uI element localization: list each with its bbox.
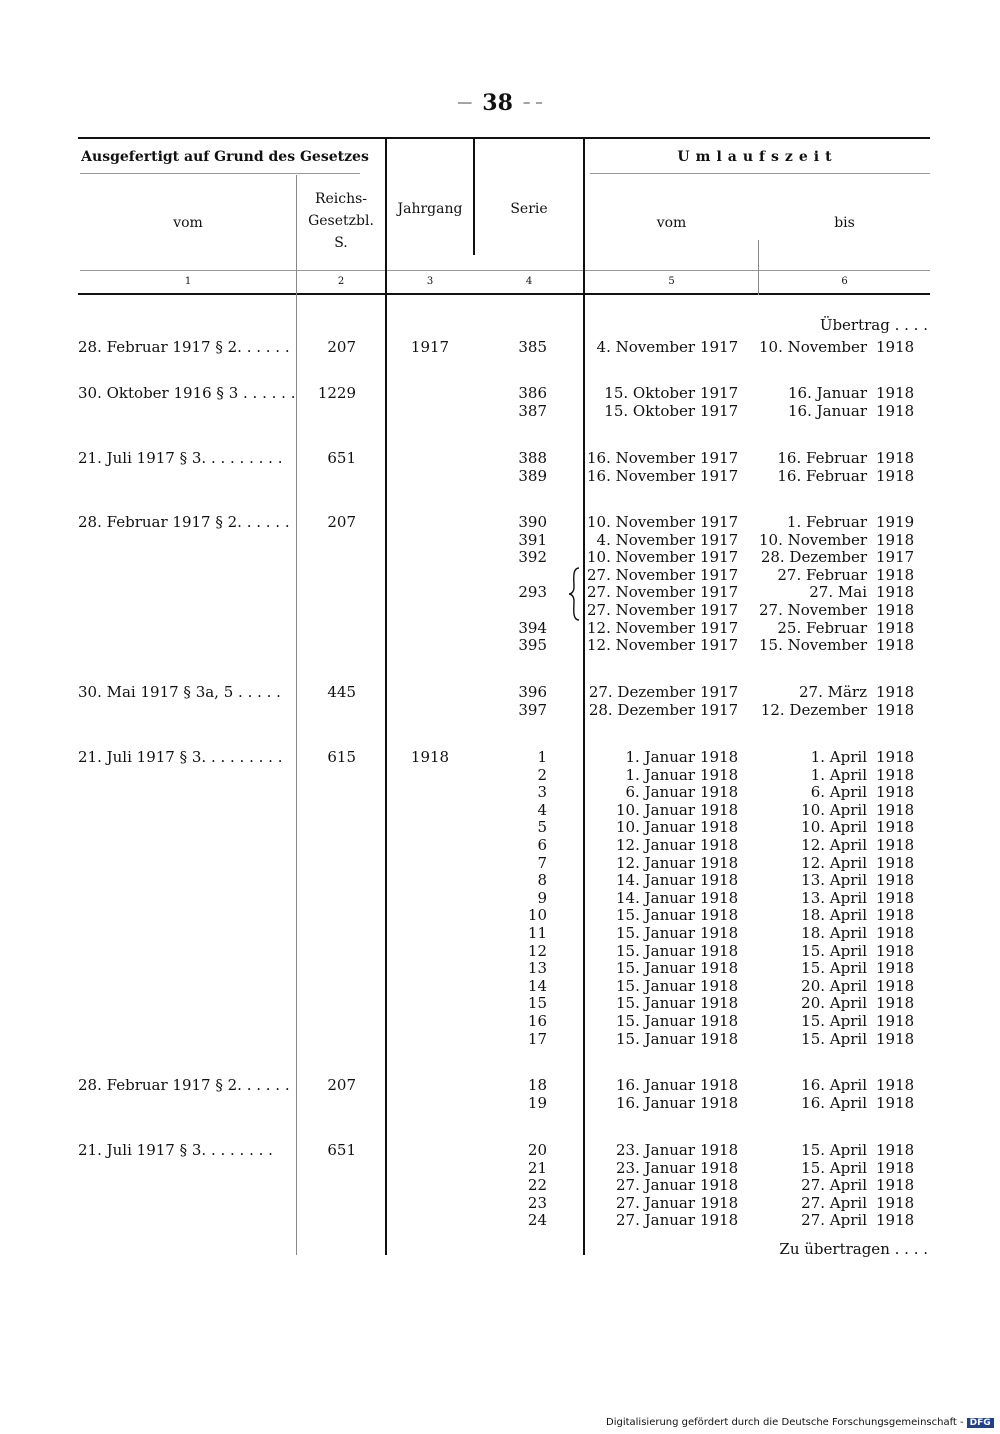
serie-number: 12 xyxy=(527,942,547,960)
rgbl-page: 207 xyxy=(327,1076,356,1094)
umlauf-bis-year: 1918 xyxy=(876,889,915,907)
umlauf-vom-year: 1918 xyxy=(700,906,739,924)
umlauf-bis-date: 16. April xyxy=(801,1094,867,1112)
umlauf-vom-date: 1. Januar xyxy=(625,748,695,766)
umlauf-bis-date: 12. April xyxy=(801,836,867,854)
umlauf-vom-date: 6. Januar xyxy=(625,783,695,801)
umlauf-vom-date: 15. Januar xyxy=(615,906,695,924)
serie-number: 21 xyxy=(527,1159,547,1177)
umlauf-vom-date: 15. Januar xyxy=(615,1012,695,1030)
umlauf-bis-date: 18. April xyxy=(801,906,867,924)
carry-in: Übertrag . . . . xyxy=(819,316,928,334)
dfg-logo: DFG xyxy=(967,1418,994,1428)
umlauf-bis-date: 12. Dezember xyxy=(760,701,867,719)
umlauf-bis-date: 27. März xyxy=(799,683,867,701)
rgbl-page: 1229 xyxy=(317,384,356,402)
umlauf-bis-year: 1918 xyxy=(876,467,915,485)
header-umlauf-bis: bis xyxy=(834,215,855,231)
serie-brace xyxy=(568,567,582,621)
serie-number: 17 xyxy=(527,1030,547,1048)
umlauf-vom-date: 28. Dezember xyxy=(588,701,695,719)
serie-number: 386 xyxy=(518,384,547,402)
umlauf-bis-date: 27. April xyxy=(801,1211,867,1229)
umlauf-bis-year: 1918 xyxy=(876,854,915,872)
umlauf-vom-date: 27. November xyxy=(586,601,695,619)
umlauf-bis-year: 1918 xyxy=(876,801,915,819)
umlauf-bis-year: 1918 xyxy=(876,1211,915,1229)
umlauf-vom-date: 27. November xyxy=(586,583,695,601)
serie-number: 388 xyxy=(518,449,547,467)
footer-credit xyxy=(606,1417,994,1428)
umlauf-bis-date: 27. Mai xyxy=(809,583,867,601)
serie-number: 394 xyxy=(518,619,547,637)
umlauf-bis-year: 1919 xyxy=(876,513,915,531)
umlauf-vom-date: 12. Januar xyxy=(615,836,695,854)
serie-number: 4 xyxy=(537,801,547,819)
umlauf-vom-year: 1918 xyxy=(700,836,739,854)
umlauf-bis-date: 27. April xyxy=(801,1194,867,1212)
umlauf-vom-year: 1918 xyxy=(700,942,739,960)
serie-number: 13 xyxy=(527,959,547,977)
serie-number: 24 xyxy=(527,1211,547,1229)
umlauf-bis-date: 10. November xyxy=(759,531,868,549)
umlauf-bis-year: 1918 xyxy=(876,906,915,924)
umlauf-vom-year: 1917 xyxy=(700,619,739,637)
umlauf-vom-year: 1917 xyxy=(700,601,739,619)
rgbl-page: 445 xyxy=(327,683,356,701)
umlauf-vom-date: 10. Januar xyxy=(615,801,695,819)
umlauf-vom-date: 14. Januar xyxy=(615,889,695,907)
serie-number: 16 xyxy=(527,1012,547,1030)
umlauf-vom-year: 1918 xyxy=(700,959,739,977)
umlauf-bis-year: 1918 xyxy=(876,683,915,701)
header-rgbl-line2: Gesetzbl. xyxy=(308,213,374,229)
umlauf-bis-date: 18. April xyxy=(801,924,867,942)
serie-number: 19 xyxy=(527,1094,547,1112)
serie-number: 5 xyxy=(537,818,547,836)
umlauf-vom-year: 1917 xyxy=(700,338,739,356)
umlauf-vom-date: 10. November xyxy=(586,548,695,566)
umlauf-bis-date: 15. April xyxy=(801,1030,867,1048)
umlauf-bis-date: 28. Dezember xyxy=(760,548,867,566)
umlauf-bis-year: 1918 xyxy=(876,619,915,637)
umlauf-vom-year: 1918 xyxy=(700,1094,739,1112)
law-reference: 28. Februar 1917 § 2. . . . . . xyxy=(78,513,290,531)
column-divider-rgbl xyxy=(296,175,297,1255)
umlauf-bis-date: 1. April xyxy=(810,766,867,784)
umlauf-bis-date: 16. April xyxy=(801,1076,867,1094)
umlauf-vom-year: 1918 xyxy=(700,1194,739,1212)
umlauf-vom-year: 1918 xyxy=(700,1076,739,1094)
umlauf-vom-year: 1918 xyxy=(700,1141,739,1159)
umlauf-bis-year: 1918 xyxy=(876,1141,915,1159)
serie-number: 14 xyxy=(527,977,547,995)
umlauf-bis-year: 1918 xyxy=(876,959,915,977)
col-number-3: 3 xyxy=(426,276,434,287)
header-numbers-rule xyxy=(80,270,930,271)
umlauf-vom-year: 1918 xyxy=(700,783,739,801)
umlauf-vom-date: 27. November xyxy=(586,566,695,584)
umlauf-vom-year: 1917 xyxy=(700,548,739,566)
law-reference: 28. Februar 1917 § 2. . . . . . xyxy=(78,1076,290,1094)
umlauf-vom-year: 1918 xyxy=(700,924,739,942)
umlauf-vom-year: 1918 xyxy=(700,1176,739,1194)
umlauf-vom-date: 16. Januar xyxy=(615,1094,695,1112)
umlauf-vom-year: 1918 xyxy=(700,748,739,766)
umlauf-vom-date: 23. Januar xyxy=(615,1159,695,1177)
umlauf-bis-year: 1918 xyxy=(876,402,915,420)
umlauf-vom-year: 1917 xyxy=(700,566,739,584)
carry-out: Zu übertragen . . . . xyxy=(779,1240,928,1258)
header-rgbl-line1: Reichs- xyxy=(314,191,368,207)
law-reference: 30. Mai 1917 § 3a, 5 . . . . . xyxy=(78,683,281,701)
umlauf-bis-date: 16. Februar xyxy=(777,467,867,485)
umlauf-vom-date: 15. Januar xyxy=(615,959,695,977)
umlauf-vom-year: 1918 xyxy=(700,854,739,872)
umlauf-bis-year: 1918 xyxy=(876,1012,915,1030)
umlauf-bis-year: 1918 xyxy=(876,1030,915,1048)
serie-number: 15 xyxy=(527,994,547,1012)
umlauf-vom-date: 16. Januar xyxy=(615,1076,695,1094)
umlauf-vom-year: 1917 xyxy=(700,531,739,549)
umlauf-bis-year: 1918 xyxy=(876,766,915,784)
umlauf-bis-year: 1918 xyxy=(876,449,915,467)
umlauf-bis-year: 1918 xyxy=(876,783,915,801)
umlauf-bis-date: 6. April xyxy=(810,783,867,801)
page-number-dash-left: — xyxy=(457,93,473,111)
umlauf-vom-date: 15. Januar xyxy=(615,977,695,995)
umlauf-bis-year: 1918 xyxy=(876,942,915,960)
umlauf-bis-year: 1918 xyxy=(876,384,915,402)
umlauf-bis-date: 1. Februar xyxy=(786,513,867,531)
table-top-rule xyxy=(78,137,930,139)
umlauf-vom-year: 1917 xyxy=(700,701,739,719)
umlauf-vom-year: 1918 xyxy=(700,818,739,836)
umlauf-vom-year: 1917 xyxy=(700,583,739,601)
umlauf-bis-date: 10. November xyxy=(759,338,868,356)
umlauf-vom-date: 15. Januar xyxy=(615,942,695,960)
umlauf-bis-year: 1918 xyxy=(876,601,915,619)
header-rgbl xyxy=(298,188,384,254)
umlaufszeit-underline xyxy=(590,173,930,174)
page-number-line xyxy=(0,90,1000,116)
umlauf-bis-year: 1918 xyxy=(876,1094,915,1112)
umlauf-vom-date: 4. November xyxy=(596,531,695,549)
law-reference: 21. Juli 1917 § 3. . . . . . . . xyxy=(78,1141,273,1159)
law-reference: 21. Juli 1917 § 3. . . . . . . . . xyxy=(78,449,283,467)
umlauf-bis-date: 10. April xyxy=(801,801,867,819)
umlauf-vom-date: 15. Oktober xyxy=(604,384,695,402)
umlauf-vom-year: 1918 xyxy=(700,1159,739,1177)
umlauf-vom-date: 12. November xyxy=(586,636,695,654)
umlauf-bis-year: 1918 xyxy=(876,994,915,1012)
serie-number: 293 xyxy=(518,583,547,601)
umlauf-vom-date: 10. November xyxy=(586,513,695,531)
umlauf-bis-date: 27. November xyxy=(759,601,868,619)
umlauf-bis-year: 1918 xyxy=(876,977,915,995)
umlauf-vom-date: 27. Januar xyxy=(615,1194,695,1212)
umlauf-bis-date: 16. Februar xyxy=(777,449,867,467)
jahrgang-value: 1918 xyxy=(410,748,450,766)
umlauf-vom-year: 1917 xyxy=(700,636,739,654)
col-number-4: 4 xyxy=(525,276,533,287)
umlauf-vom-year: 1918 xyxy=(700,1211,739,1229)
serie-number: 392 xyxy=(518,548,547,566)
umlauf-bis-year: 1917 xyxy=(876,548,915,566)
umlauf-vom-year: 1917 xyxy=(700,402,739,420)
umlauf-bis-year: 1918 xyxy=(876,818,915,836)
umlauf-bis-date: 13. April xyxy=(801,889,867,907)
umlauf-vom-year: 1917 xyxy=(700,683,739,701)
umlauf-vom-date: 16. November xyxy=(586,467,695,485)
rgbl-page: 651 xyxy=(327,449,356,467)
umlauf-bis-year: 1918 xyxy=(876,836,915,854)
umlauf-vom-year: 1917 xyxy=(700,384,739,402)
umlauf-vom-date: 16. November xyxy=(586,449,695,467)
umlauf-bis-date: 20. April xyxy=(801,994,867,1012)
column-divider-serie xyxy=(473,139,475,255)
col-number-6: 6 xyxy=(841,276,848,287)
serie-number: 18 xyxy=(527,1076,547,1094)
umlauf-bis-year: 1918 xyxy=(876,583,915,601)
col-number-1: 1 xyxy=(184,276,192,287)
serie-number: 385 xyxy=(518,338,547,356)
header-rgbl-line3: S. xyxy=(334,235,348,251)
header-umlaufszeit: Umlaufszeit xyxy=(677,149,838,165)
umlauf-vom-date: 12. Januar xyxy=(615,854,695,872)
umlauf-vom-date: 15. Januar xyxy=(615,994,695,1012)
col-number-5: 5 xyxy=(668,276,675,287)
serie-number: 6 xyxy=(537,836,547,854)
umlauf-bis-year: 1918 xyxy=(876,531,915,549)
umlauf-vom-year: 1917 xyxy=(700,513,739,531)
serie-number: 23 xyxy=(527,1194,547,1212)
umlauf-vom-year: 1918 xyxy=(700,1030,739,1048)
umlauf-bis-year: 1918 xyxy=(876,1076,915,1094)
umlauf-vom-date: 10. Januar xyxy=(615,818,695,836)
serie-number: 2 xyxy=(537,766,547,784)
umlauf-bis-year: 1918 xyxy=(876,566,915,584)
header-bottom-rule xyxy=(78,293,930,295)
umlauf-bis-date: 15. April xyxy=(801,1159,867,1177)
serie-number: 1 xyxy=(537,748,547,766)
umlauf-bis-date: 1. April xyxy=(810,748,867,766)
umlauf-bis-date: 27. April xyxy=(801,1176,867,1194)
header-group-left: Ausgefertigt auf Grund des Gesetzes xyxy=(81,149,369,165)
umlauf-bis-date: 15. November xyxy=(759,636,868,654)
serie-number: 10 xyxy=(527,906,547,924)
umlauf-bis-date: 16. Januar xyxy=(787,402,867,420)
umlauf-bis-year: 1918 xyxy=(876,871,915,889)
umlauf-bis-date: 27. Februar xyxy=(777,566,867,584)
serie-number: 390 xyxy=(518,513,547,531)
umlauf-bis-date: 25. Februar xyxy=(777,619,867,637)
serie-number: 20 xyxy=(527,1141,547,1159)
umlauf-vom-year: 1918 xyxy=(700,1012,739,1030)
umlauf-vom-date: 27. Januar xyxy=(615,1176,695,1194)
header-serie: Serie xyxy=(510,201,548,217)
serie-number: 391 xyxy=(518,531,547,549)
umlauf-bis-date: 10. April xyxy=(801,818,867,836)
serie-number: 7 xyxy=(537,854,547,872)
header-jahrgang: Jahrgang xyxy=(397,201,463,217)
umlauf-bis-year: 1918 xyxy=(876,1194,915,1212)
umlauf-vom-year: 1917 xyxy=(700,467,739,485)
umlauf-vom-year: 1918 xyxy=(700,801,739,819)
serie-number: 9 xyxy=(537,889,547,907)
umlauf-bis-year: 1918 xyxy=(876,748,915,766)
umlauf-bis-date: 20. April xyxy=(801,977,867,995)
serie-number: 11 xyxy=(527,924,547,942)
umlauf-bis-year: 1918 xyxy=(876,338,915,356)
umlauf-bis-date: 16. Januar xyxy=(787,384,867,402)
umlauf-vom-date: 12. November xyxy=(586,619,695,637)
umlauf-bis-date: 15. April xyxy=(801,942,867,960)
umlauf-vom-year: 1918 xyxy=(700,994,739,1012)
serie-number: 3 xyxy=(537,783,547,801)
umlauf-bis-date: 15. April xyxy=(801,1141,867,1159)
umlauf-bis-year: 1918 xyxy=(876,1176,915,1194)
rgbl-page: 207 xyxy=(327,338,356,356)
umlauf-bis-year: 1918 xyxy=(876,701,915,719)
law-reference: 21. Juli 1917 § 3. . . . . . . . . xyxy=(78,748,283,766)
serie-number: 387 xyxy=(518,402,547,420)
rgbl-page: 651 xyxy=(327,1141,356,1159)
umlauf-vom-year: 1917 xyxy=(700,449,739,467)
rgbl-page: 207 xyxy=(327,513,356,531)
page-number: 38 xyxy=(482,90,513,116)
umlauf-vom-date: 23. Januar xyxy=(615,1141,695,1159)
umlauf-vom-date: 4. November xyxy=(596,338,695,356)
umlauf-bis-year: 1918 xyxy=(876,636,915,654)
umlauf-vom-date: 1. Januar xyxy=(625,766,695,784)
umlauf-vom-date: 15. Januar xyxy=(615,1030,695,1048)
group-left-underline xyxy=(80,173,360,174)
umlauf-vom-date: 27. Januar xyxy=(615,1211,695,1229)
header-vom: vom xyxy=(173,215,203,231)
serie-number: 22 xyxy=(527,1176,547,1194)
umlauf-vom-date: 27. Dezember xyxy=(588,683,695,701)
umlauf-vom-year: 1918 xyxy=(700,977,739,995)
umlauf-bis-year: 1918 xyxy=(876,1159,915,1177)
footer-text: Digitalisierung gefördert durch die Deutsche Forschungsgemeinschaft - xyxy=(606,1417,964,1428)
umlauf-bis-date: 12. April xyxy=(801,854,867,872)
serie-number: 396 xyxy=(518,683,547,701)
umlauf-vom-year: 1918 xyxy=(700,766,739,784)
serie-number: 8 xyxy=(537,871,547,889)
umlauf-bis-year: 1918 xyxy=(876,924,915,942)
column-divider-jahrgang xyxy=(385,139,387,1255)
law-reference: 28. Februar 1917 § 2. . . . . . xyxy=(78,338,290,356)
page-number-dash-right: – – xyxy=(522,93,543,111)
umlauf-vom-date: 15. Oktober xyxy=(604,402,695,420)
umlauf-vom-year: 1918 xyxy=(700,871,739,889)
serie-number: 397 xyxy=(518,701,547,719)
law-reference: 30. Oktober 1916 § 3 . . . . . . xyxy=(78,384,296,402)
umlauf-bis-date: 15. April xyxy=(801,1012,867,1030)
umlauf-vom-date: 14. Januar xyxy=(615,871,695,889)
umlauf-bis-date: 15. April xyxy=(801,959,867,977)
jahrgang-value: 1917 xyxy=(410,338,450,356)
col-number-2: 2 xyxy=(337,276,345,287)
umlauf-bis-date: 13. April xyxy=(801,871,867,889)
serie-number: 389 xyxy=(518,467,547,485)
header-umlauf-vom: vom xyxy=(656,215,687,231)
umlauf-vom-date: 15. Januar xyxy=(615,924,695,942)
umlauf-vom-year: 1918 xyxy=(700,889,739,907)
serie-number: 395 xyxy=(518,636,547,654)
rgbl-page: 615 xyxy=(327,748,356,766)
